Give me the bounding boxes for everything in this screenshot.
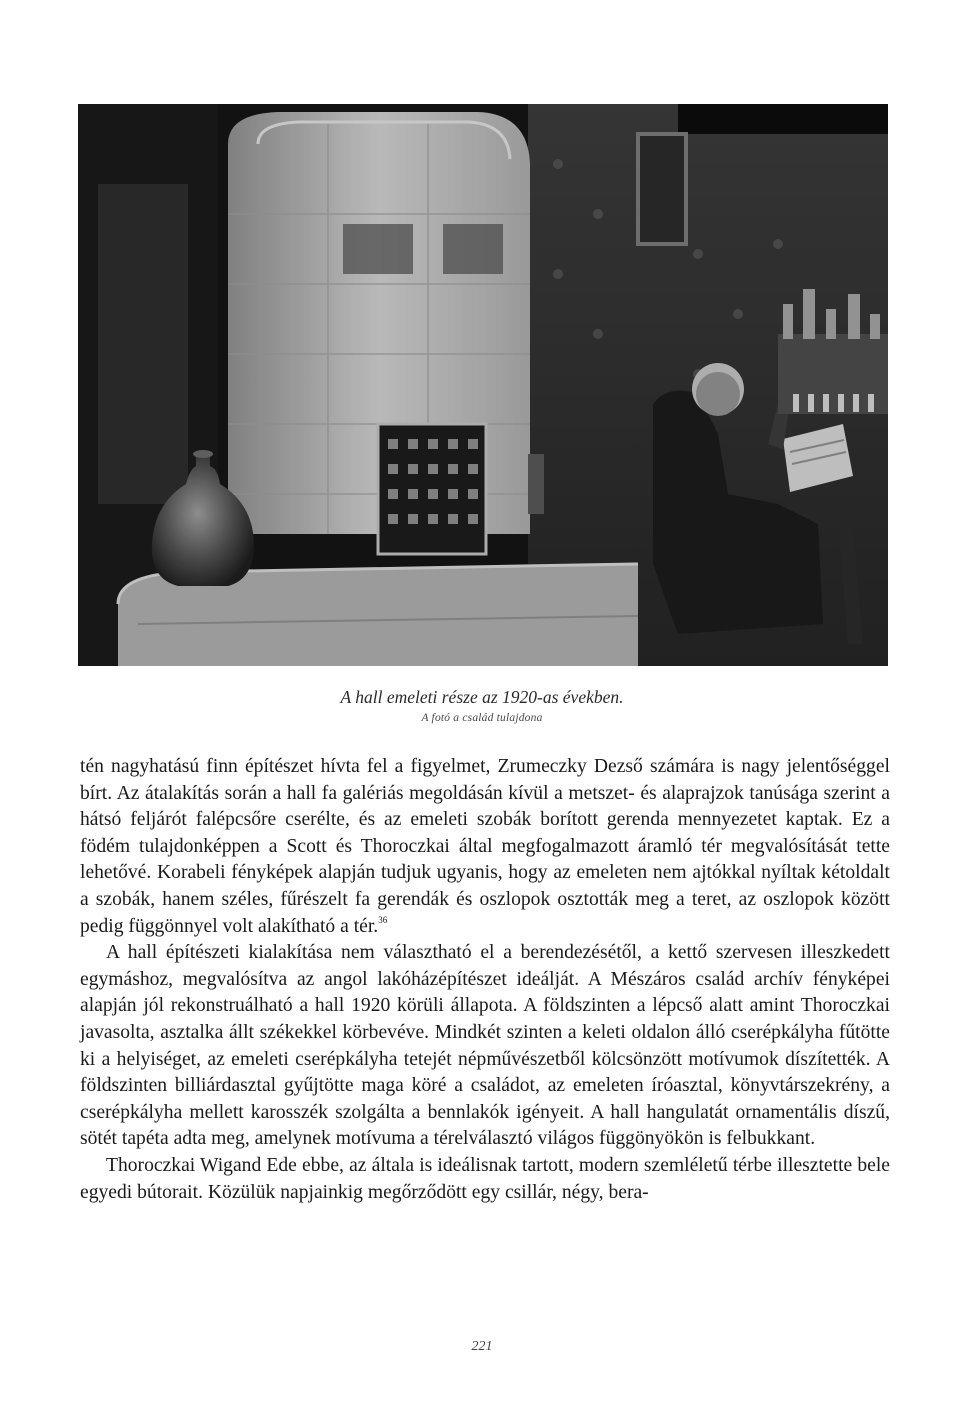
body-text	[80, 754, 890, 1206]
paragraph-1-text: tén nagyhatású finn építészet hívta fel a figyelmet, Zrumeczky Dezső számára is nagy jelentőséggel bírt. Az átalakítás során a hall fa galériás megoldásán kívül a metszet- és alaprajzok tanúsága szerint a hátsó feljárót falépcsőre cserélte, és az emeleti szobák borított gerenda mennyezetet kaptak. Ez a födém tulajdonképpen a Scott és Thoroczkai által megfogalmazott áramló tér megvalósítását tette lehetővé. Korabeli fényképek alapján tudjuk ugyanis, hogy az emeleten nem ajtókkal nyíltak kétoldalt a szobák, hanem széles, fűrészelt fa gerendák és oszlopok osztották meg a teret, az oszlopok között pedig függönnyel volt alakítható a tér.	[80, 756, 890, 937]
figure-credit: A fotó a család tulajdona	[421, 712, 543, 724]
figure-caption: A hall emeleti része az 1920-as években.	[340, 687, 624, 707]
paragraph-2: A hall építészeti kialakítása nem választható el a berendezésétől, a kettő szervesen illeszkedett egymáshoz, megvalósítva az angol lakóházépítészet ideálját. A Mészáros család archív fényképei alapján jól rekonstruálható a hall 1920 körüli állapota. A földszinten a lépcső alatt amint Thoroczkai javasolta, asztalka állt székekkel körbevéve. Mindkét szinten a keleti oldalon álló cserépkályha fűtötte ki a helyiséget, az emeleti cserépkályha tetejét népművészetből kölcsönzött motívumok díszítették. A földszinten billiárdasztal gyűjtötte maga köré a családot, az emeleten íróasztal, könyvtárszekrény, a cserépkályha mellett karosszék szolgálta a bennlakók igényeit. A hall hangulatát ornamentális díszű, sötét tapéta adta meg, amelynek motívuma a térelválasztó világos függönyökön is felbukkant.	[80, 942, 890, 1150]
paragraph-1	[80, 754, 890, 940]
paragraph-3: Thoroczkai Wigand Ede ebbe, az általa is ideálisnak tartott, modern szemléletű térbe illesztette bele egyedi bútorait. Közülük napjainkig megőrződött egy csillár, négy, bera-	[80, 1154, 890, 1203]
hall-photo-illustration	[78, 104, 888, 666]
hall-photo	[78, 104, 888, 666]
footnote-ref-36: 36	[378, 914, 388, 925]
page-number: 221	[471, 1339, 493, 1354]
